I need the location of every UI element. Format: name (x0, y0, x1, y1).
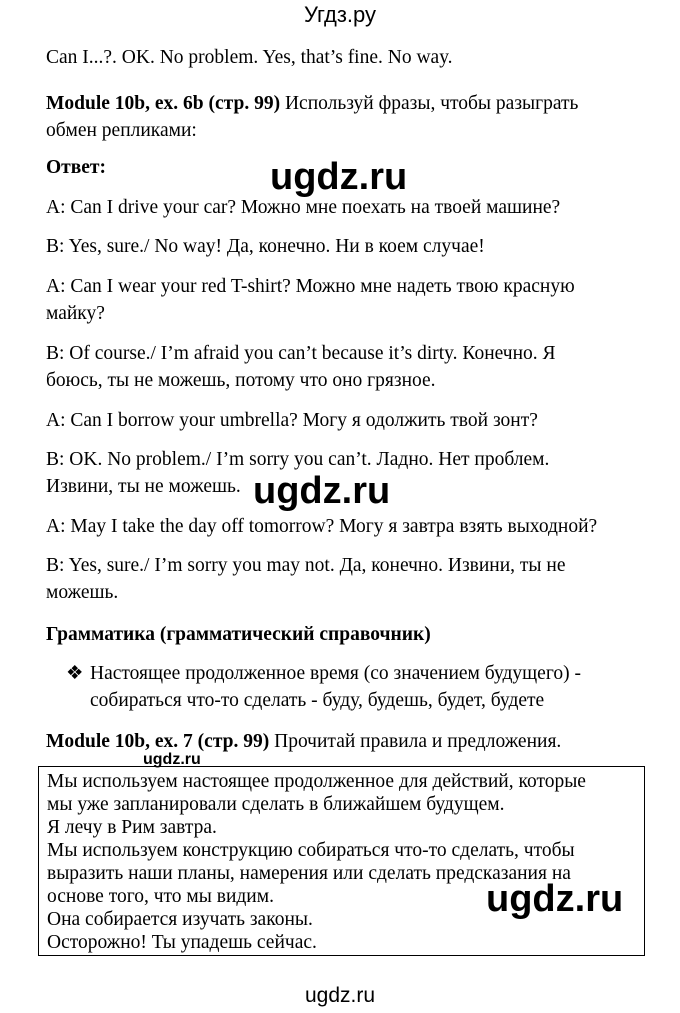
dialogue-b3-cont: Извини, ты не можешь. (46, 476, 241, 497)
watermark-3: ugdz.ru (486, 878, 624, 920)
watermark-small: ugdz.ru (143, 751, 201, 768)
diamond-bullet-icon: ❖ (66, 663, 84, 684)
rule-line: Она собирается изучать законы. (47, 909, 313, 930)
dialogue-b4-cont: можешь. (46, 582, 119, 603)
rule-line: Мы используем конструкцию собираться что-то сделать, чтобы (47, 840, 575, 861)
ex7-heading (46, 728, 646, 755)
dialogue-b2-cont: боюсь, ты не можешь, потому что оно грязное. (46, 370, 436, 391)
dialogue-b3: B: OK. No problem./ I’m sorry you can’t. Ладно. Нет проблем. (46, 449, 550, 470)
rule-line: Я лечу в Рим завтра. (47, 817, 217, 838)
ex6-instruction: Используй фразы, чтобы разыграть (280, 93, 579, 114)
rule-line: Мы используем настоящее продолженное для действий, которые (47, 771, 586, 792)
rules-box (38, 766, 645, 956)
site-footer: ugdz.ru (304, 984, 376, 1007)
ex7-instruction: Прочитай правила и предложения. (269, 731, 562, 752)
grammar-heading: Грамматика (грамматический справочник) (46, 624, 431, 645)
dialogue-a2-cont: майку? (46, 303, 105, 324)
dialogue-a4: A: May I take the day off tomorrow? Могу я завтра взять выходной? (46, 516, 598, 537)
bullet-text (90, 660, 650, 714)
site-header: Угдз.ру (303, 2, 377, 27)
bullet-line-2: собираться что-то сделать - буду, будешь, будет, будете (90, 690, 545, 711)
dialogue-b1: B: Yes, sure./ No way! Да, конечно. Ни в коем случае! (46, 236, 485, 257)
rule-line: мы уже запланировали сделать в ближайшем будущем. (47, 794, 505, 815)
answer-label: Ответ: (46, 157, 107, 178)
phrases-line: Can I...?. OK. No problem. Yes, that’s fine. No way. (46, 47, 453, 68)
grammar-bullet (66, 660, 646, 716)
ex7-title: Module 10b, ex. 7 (стр. 99) (46, 731, 270, 752)
bullet-line-1: Настоящее продолженное время (со значением будущего) - (90, 663, 581, 684)
watermark-1: ugdz.ru (270, 156, 408, 198)
ex6-title: Module 10b, ex. 6b (стр. 99) (46, 93, 281, 114)
ex6-instruction-cont: обмен репликами: (46, 120, 197, 141)
watermark-2: ugdz.ru (253, 470, 391, 512)
dialogue-a2: A: Can I wear your red T-shirt? Можно мне надеть твою красную (46, 276, 575, 297)
dialogue-b4: B: Yes, sure./ I’m sorry you may not. Да, конечно. Извини, ты не (46, 555, 566, 576)
dialogue-a3: A: Can I borrow your umbrella? Могу я одолжить твой зонт? (46, 410, 538, 431)
dialogue-a1: A: Can I drive your car? Можно мне поехать на твоей машине? (46, 197, 561, 218)
rule-line: основе того, что мы видим. (47, 886, 274, 907)
ex6-heading (46, 90, 646, 117)
rule-line: Осторожно! Ты упадешь сейчас. (47, 932, 317, 953)
rule-line: выразить наши планы, намерения или сделать предсказания на (47, 863, 571, 884)
dialogue-b2: B: Of course./ I’m afraid you can’t because it’s dirty. Конечно. Я (46, 343, 556, 364)
